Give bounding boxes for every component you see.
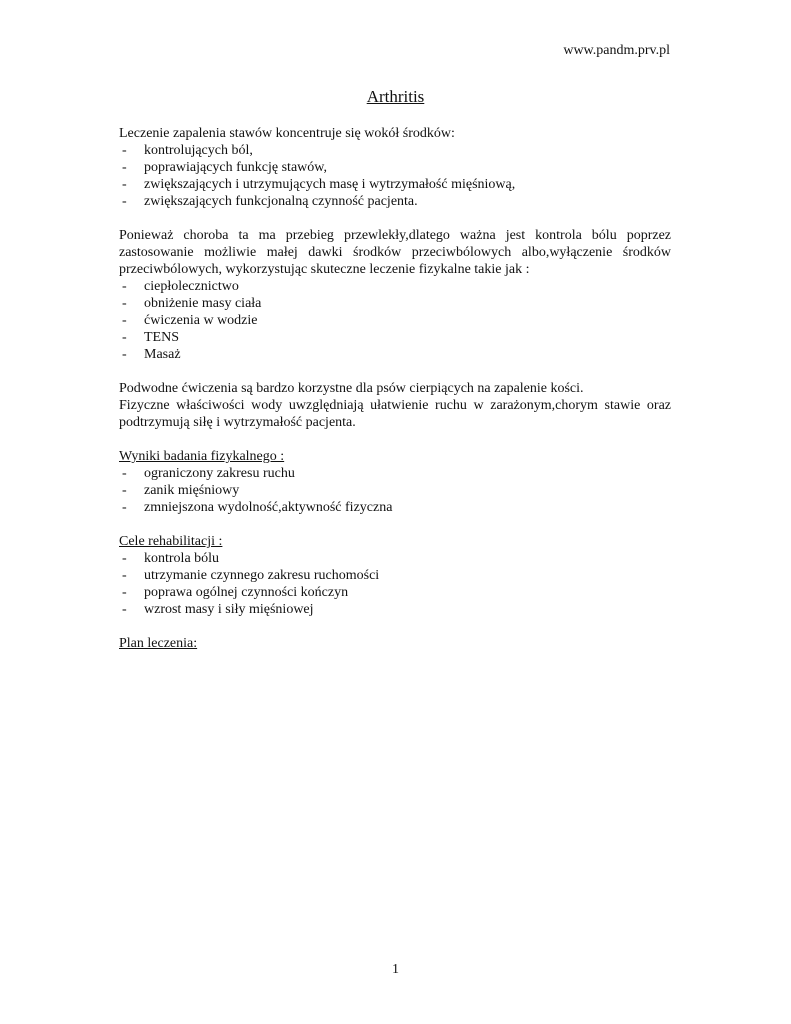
plan-heading: Plan leczenia: [119,636,198,651]
exam-heading: Wyniki badania fizykalnego : [119,449,285,464]
goals-list [119,550,671,618]
list-item: - kontrola bólu [122,551,220,566]
bullet-dash: - [122,347,127,362]
header-url: www.pandm.prv.pl [563,43,670,58]
bullet-dash: - [122,585,127,600]
bullet-dash: - [122,313,127,328]
intro-list [119,142,671,210]
bullet-dash: - [122,177,127,192]
therapy-paragraph: Ponieważ choroba ta ma przebieg przewlekły,dlatego ważna jest kontrola bólu poprzez zastosowanie możliwie małej dawki środków przeciwbólowych albo,wyłączenie środków przeciwbólowych, wykorzystując skuteczne leczenie fizykalne takie jak : [119,228,671,277]
document-body [119,125,671,652]
bullet-dash: - [122,143,127,158]
bullet-dash: - [122,568,127,583]
intro-paragraph: Leczenie zapalenia stawów koncentruje się wokół środków: [119,126,455,141]
list-item: - TENS [122,330,179,345]
list-item: - ćwiczenia w wodzie [122,313,258,328]
list-item: - zwiększających i utrzymujących masę i wytrzymałość mięśniową, [122,177,516,192]
bullet-dash: - [122,194,127,209]
list-item: - ograniczony zakresu ruchu [122,466,295,481]
water-paragraph-line2: Fizyczne właściwości wody uwzględniają ułatwienie ruchu w zarażonym,chorym stawie oraz podtrzymują siłę i wytrzymałość pacjenta. [119,398,671,430]
bullet-dash: - [122,330,127,345]
bullet-dash: - [122,602,127,617]
list-item: - zmniejszona wydolność,aktywność fizyczna [122,500,393,515]
bullet-dash: - [122,160,127,175]
list-item: - zanik mięśniowy [122,483,240,498]
water-paragraph-line1: Podwodne ćwiczenia są bardzo korzystne dla psów cierpiących na zapalenie kości. [119,381,584,396]
list-item: - ciepłolecznictwo [122,279,239,294]
list-item: - poprawiających funkcję stawów, [122,160,327,175]
bullet-dash: - [122,466,127,481]
bullet-dash: - [122,279,127,294]
list-item: - utrzymanie czynnego zakresu ruchomości [122,568,380,583]
list-item: - kontrolujących ból, [122,143,253,158]
bullet-dash: - [122,296,127,311]
list-item: - Masaż [122,347,181,362]
goals-heading: Cele rehabilitacji : [119,534,223,549]
bullet-dash: - [122,483,127,498]
therapy-list [119,278,671,363]
page-number: 1 [392,962,399,977]
bullet-dash: - [122,551,127,566]
bullet-dash: - [122,500,127,515]
document-title: Arthritis [366,87,425,106]
exam-list [119,465,671,516]
list-item: - zwiększających funkcjonalną czynność pacjenta. [122,194,418,209]
list-item: - obniżenie masy ciała [122,296,262,311]
list-item: - poprawa ogólnej czynności kończyn [122,585,349,600]
list-item: - wzrost masy i siły mięśniowej [122,602,314,617]
